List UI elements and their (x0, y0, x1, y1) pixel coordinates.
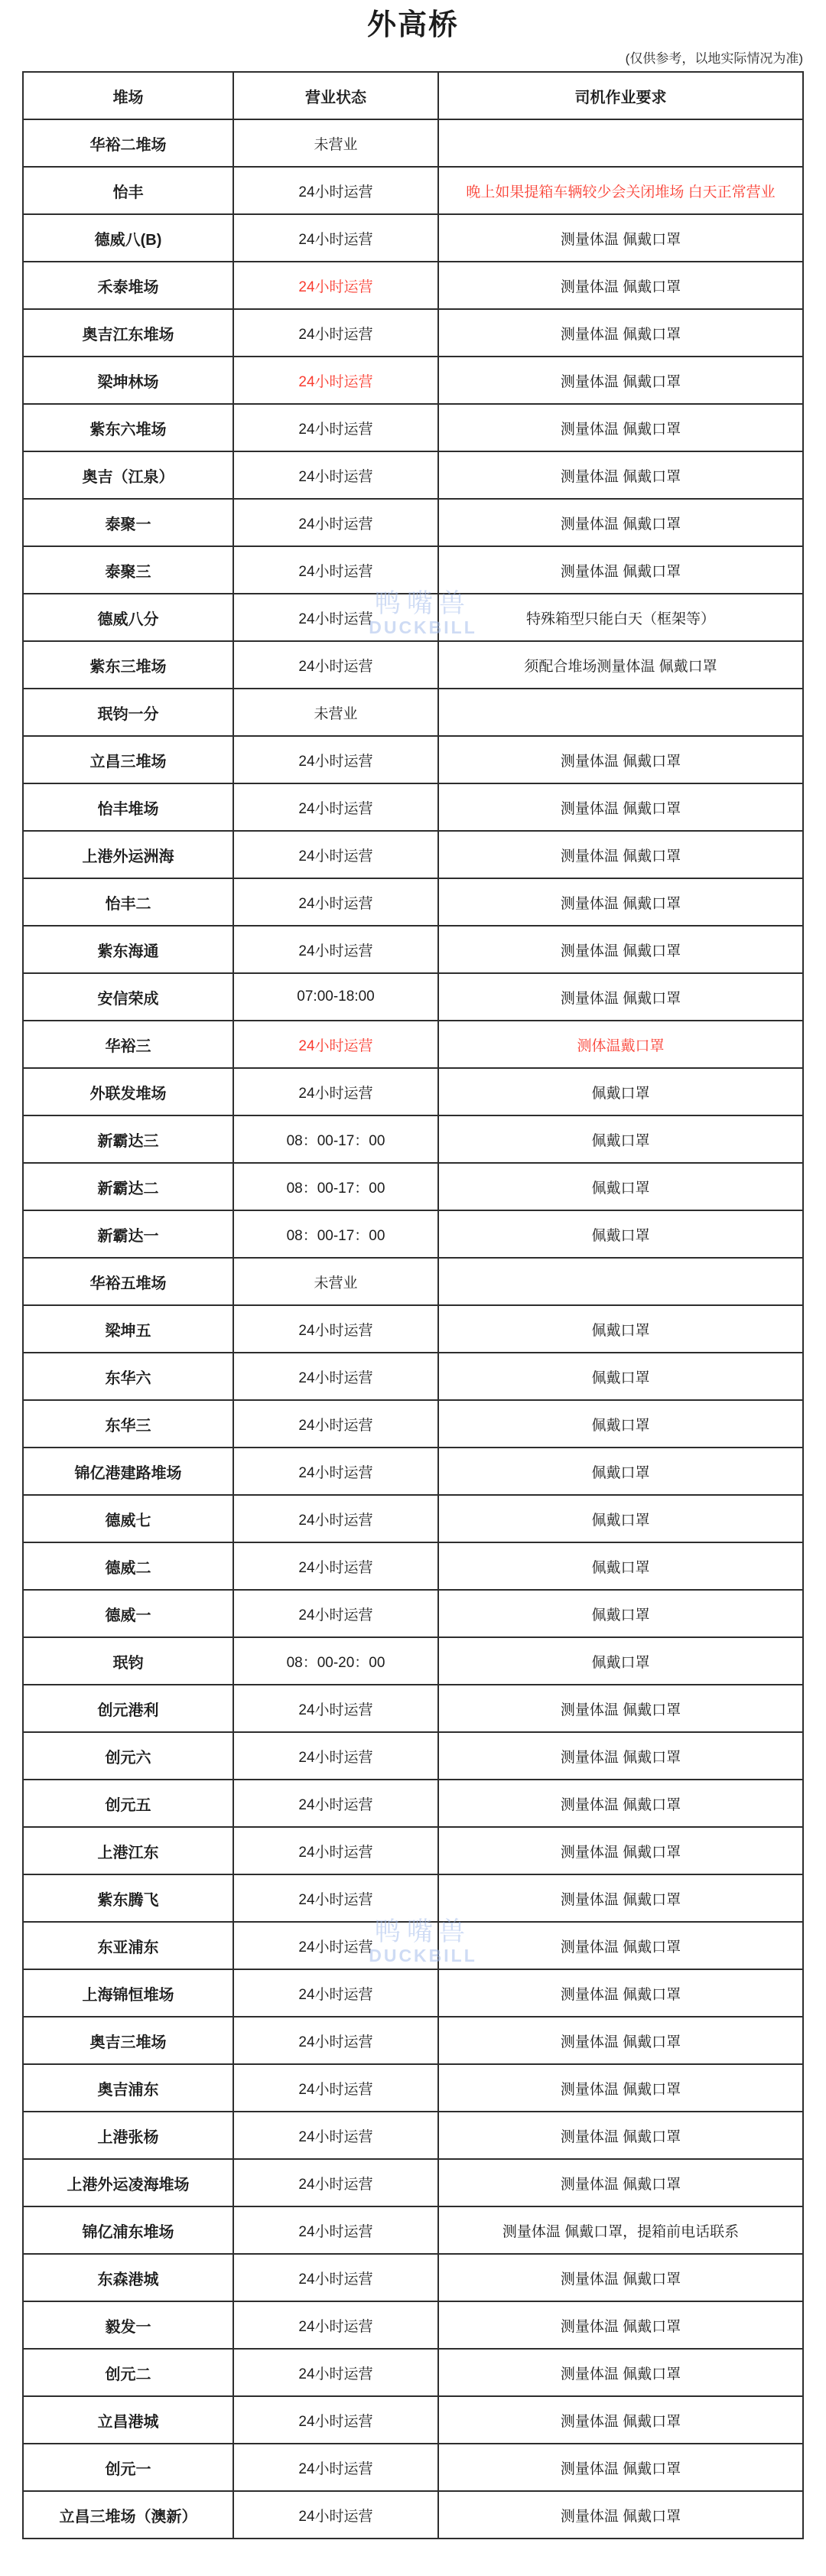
status-cell: 24小时运营 (233, 1495, 438, 1542)
requirement-cell (438, 119, 803, 167)
yard-name-cell: 紫东三堆场 (23, 641, 233, 689)
yard-name-cell: 德威一 (23, 1590, 233, 1637)
yard-name-cell: 创元二 (23, 2349, 233, 2396)
requirement-cell: 测量体温 佩戴口罩 (438, 404, 803, 451)
status-cell: 24小时运营 (233, 1448, 438, 1495)
requirement-cell: 佩戴口罩 (438, 1448, 803, 1495)
table-row (23, 1495, 803, 1542)
status-cell: 24小时运营 (233, 1068, 438, 1115)
table-row (23, 2444, 803, 2491)
yard-name-cell: 创元五 (23, 1780, 233, 1827)
watermark-en-text: DUCKBILL (369, 1945, 477, 1965)
table-row (23, 2017, 803, 2064)
yard-name-cell: 新霸达一 (23, 1210, 233, 1258)
requirement-cell: 测量体温 佩戴口罩 (438, 2444, 803, 2491)
status-cell: 未营业 (233, 689, 438, 736)
table-row (23, 1637, 803, 1685)
requirement-cell: 测量体温 佩戴口罩 (438, 2349, 803, 2396)
status-cell: 24小时运营 (233, 404, 438, 451)
yard-name-cell: 华裕二堆场 (23, 119, 233, 167)
status-cell: 24小时运营 (233, 2206, 438, 2254)
requirement-cell: 佩戴口罩 (438, 1068, 803, 1115)
requirement-cell: 晚上如果提箱车辆较少会关闭堆场 白天正常营业 (438, 167, 803, 214)
status-cell: 24小时运营 (233, 499, 438, 546)
requirement-cell: 测量体温 佩戴口罩 (438, 878, 803, 926)
yard-name-cell: 珉钧 (23, 1637, 233, 1685)
table-row (23, 736, 803, 783)
status-cell: 08：00-20：00 (233, 1637, 438, 1685)
requirement-cell: 测量体温 佩戴口罩 (438, 2112, 803, 2159)
status-cell: 07:00-18:00 (233, 973, 438, 1021)
yard-name-cell: 新霸达三 (23, 1115, 233, 1163)
table-row (23, 831, 803, 878)
table-row (23, 1353, 803, 1400)
table-row (23, 1163, 803, 1210)
table-row (23, 926, 803, 973)
status-cell: 24小时运营 (233, 2254, 438, 2301)
watermark-cn-text: 鸭嘴兽 (375, 1917, 471, 1946)
requirement-cell: 佩戴口罩 (438, 1637, 803, 1685)
requirement-cell: 测量体温 佩戴口罩 (438, 451, 803, 499)
yard-name-cell: 奥吉（江泉） (23, 451, 233, 499)
requirement-cell: 测量体温 佩戴口罩 (438, 1827, 803, 1874)
status-cell: 24小时运营 (233, 831, 438, 878)
yard-name-cell: 锦亿港建路堆场 (23, 1448, 233, 1495)
table-row (23, 594, 803, 641)
requirement-cell: 测量体温 佩戴口罩 (438, 1922, 803, 1969)
requirement-cell: 测量体温 佩戴口罩 (438, 2064, 803, 2112)
yard-name-cell: 泰聚一 (23, 499, 233, 546)
table-row (23, 1732, 803, 1780)
status-cell: 24小时运营 (233, 641, 438, 689)
status-cell: 24小时运营 (233, 309, 438, 357)
watermark-cn-text: 鸭嘴兽 (375, 589, 471, 618)
requirement-cell: 测量体温 佩戴口罩 (438, 2017, 803, 2064)
watermark-en-text: DUCKBILL (369, 617, 477, 637)
status-cell: 24小时运营 (233, 262, 438, 309)
status-cell: 24小时运营 (233, 1874, 438, 1922)
requirement-cell: 佩戴口罩 (438, 1210, 803, 1258)
table-row (23, 1115, 803, 1163)
status-cell: 24小时运营 (233, 2159, 438, 2206)
requirement-cell: 佩戴口罩 (438, 1542, 803, 1590)
requirement-cell: 佩戴口罩 (438, 1590, 803, 1637)
yard-name-cell: 立昌三堆场 (23, 736, 233, 783)
yard-name-cell: 德威八分 (23, 594, 233, 641)
table-row (23, 119, 803, 167)
yard-name-cell: 创元港利 (23, 1685, 233, 1732)
requirement-cell: 测量体温 佩戴口罩 (438, 499, 803, 546)
status-cell: 24小时运营 (233, 2112, 438, 2159)
yard-name-cell: 德威七 (23, 1495, 233, 1542)
table-row (23, 167, 803, 214)
requirement-cell: 测量体温 佩戴口罩 (438, 1685, 803, 1732)
yard-name-cell: 华裕三 (23, 1021, 233, 1068)
requirement-cell: 测量体温 佩戴口罩 (438, 783, 803, 831)
yard-name-cell: 外联发堆场 (23, 1068, 233, 1115)
yard-name-cell: 怡丰二 (23, 878, 233, 926)
table-row (23, 878, 803, 926)
yard-name-cell: 禾泰堆场 (23, 262, 233, 309)
requirement-cell: 测量体温 佩戴口罩 (438, 736, 803, 783)
table-row (23, 1258, 803, 1305)
status-cell: 24小时运营 (233, 783, 438, 831)
requirement-cell: 测量体温 佩戴口罩 (438, 214, 803, 262)
yard-name-cell: 东华六 (23, 1353, 233, 1400)
yard-name-cell: 上海锦恒堆场 (23, 1969, 233, 2017)
status-cell: 24小时运营 (233, 2017, 438, 2064)
yard-name-cell: 创元一 (23, 2444, 233, 2491)
status-cell: 24小时运营 (233, 451, 438, 499)
status-cell: 08：00-17：00 (233, 1115, 438, 1163)
table-row (23, 973, 803, 1021)
table-row (23, 1400, 803, 1448)
yard-name-cell: 紫东六堆场 (23, 404, 233, 451)
yard-name-cell: 怡丰 (23, 167, 233, 214)
table-row (23, 1922, 803, 1969)
requirement-cell: 测量体温 佩戴口罩 (438, 1874, 803, 1922)
table-row (23, 499, 803, 546)
requirement-cell (438, 689, 803, 736)
requirement-cell: 佩戴口罩 (438, 1353, 803, 1400)
table-row (23, 309, 803, 357)
status-cell: 24小时运营 (233, 357, 438, 404)
yard-name-cell: 上港张杨 (23, 2112, 233, 2159)
status-cell: 24小时运营 (233, 878, 438, 926)
requirement-cell: 测量体温 佩戴口罩 (438, 2254, 803, 2301)
yard-name-cell: 立昌三堆场（澳新） (23, 2491, 233, 2539)
table-row (23, 1210, 803, 1258)
yard-name-cell: 东森港城 (23, 2254, 233, 2301)
table-row (23, 1021, 803, 1068)
table-row (23, 1068, 803, 1115)
yard-name-cell: 东华三 (23, 1400, 233, 1448)
status-cell: 24小时运营 (233, 1969, 438, 2017)
table-row (23, 214, 803, 262)
requirement-cell: 测量体温 佩戴口罩 (438, 2301, 803, 2349)
status-cell: 24小时运营 (233, 736, 438, 783)
requirement-cell: 佩戴口罩 (438, 1163, 803, 1210)
status-cell: 24小时运营 (233, 1685, 438, 1732)
yard-name-cell: 怡丰堆场 (23, 783, 233, 831)
yard-name-cell: 安信荣成 (23, 973, 233, 1021)
table-row (23, 2112, 803, 2159)
yard-name-cell: 泰聚三 (23, 546, 233, 594)
requirement-cell: 测量体温 佩戴口罩 (438, 973, 803, 1021)
header-row (23, 72, 803, 119)
status-cell: 24小时运营 (233, 2301, 438, 2349)
requirement-cell: 测量体温 佩戴口罩 (438, 2396, 803, 2444)
requirement-cell: 佩戴口罩 (438, 1400, 803, 1448)
yard-name-cell: 东亚浦东 (23, 1922, 233, 1969)
header-status: 营业状态 (233, 72, 438, 119)
yard-name-cell: 珉钧一分 (23, 689, 233, 736)
table-row (23, 1874, 803, 1922)
status-cell: 24小时运营 (233, 546, 438, 594)
status-cell: 24小时运营 (233, 1021, 438, 1068)
yard-name-cell: 梁坤五 (23, 1305, 233, 1353)
yard-name-cell: 上港外运洲海 (23, 831, 233, 878)
table-row (23, 1827, 803, 1874)
table-header (23, 72, 803, 119)
table-row (23, 2396, 803, 2444)
requirement-cell: 测量体温 佩戴口罩 (438, 546, 803, 594)
table-row (23, 2491, 803, 2539)
table-row (23, 1305, 803, 1353)
table-row (23, 357, 803, 404)
requirement-cell: 测量体温 佩戴口罩 (438, 831, 803, 878)
table-row (23, 1685, 803, 1732)
table-row (23, 1780, 803, 1827)
table-row (23, 2301, 803, 2349)
status-cell: 24小时运营 (233, 1353, 438, 1400)
requirement-cell: 测量体温 佩戴口罩 (438, 1732, 803, 1780)
yard-name-cell: 创元六 (23, 1732, 233, 1780)
status-cell: 24小时运营 (233, 594, 438, 641)
table-row (23, 451, 803, 499)
yard-name-cell: 德威二 (23, 1542, 233, 1590)
requirement-cell: 佩戴口罩 (438, 1115, 803, 1163)
status-cell: 24小时运营 (233, 167, 438, 214)
yard-name-cell: 立昌港城 (23, 2396, 233, 2444)
yard-name-cell: 奥吉三堆场 (23, 2017, 233, 2064)
yard-name-cell: 奥吉浦东 (23, 2064, 233, 2112)
status-cell: 24小时运营 (233, 1590, 438, 1637)
requirement-cell: 测量体温 佩戴口罩 (438, 926, 803, 973)
requirement-cell: 特殊箱型只能白天（框架等） (438, 594, 803, 641)
status-cell: 24小时运营 (233, 2064, 438, 2112)
status-cell: 24小时运营 (233, 1922, 438, 1969)
table-row (23, 2254, 803, 2301)
yard-name-cell: 新霸达二 (23, 1163, 233, 1210)
table-row (23, 783, 803, 831)
table-row (23, 641, 803, 689)
yard-status-table (22, 71, 804, 2539)
requirement-cell: 测量体温 佩戴口罩 (438, 2491, 803, 2539)
yard-name-cell: 奥吉江东堆场 (23, 309, 233, 357)
page-title: 外高桥 (366, 9, 459, 41)
yard-name-cell: 紫东海通 (23, 926, 233, 973)
status-cell: 08：00-17：00 (233, 1210, 438, 1258)
requirement-cell: 测量体温 佩戴口罩 (438, 1780, 803, 1827)
header-requirement: 司机作业要求 (438, 72, 803, 119)
requirement-cell: 佩戴口罩 (438, 1495, 803, 1542)
table-row (23, 2206, 803, 2254)
table-row (23, 2349, 803, 2396)
status-cell: 24小时运营 (233, 1732, 438, 1780)
table-row (23, 1969, 803, 2017)
status-cell: 24小时运营 (233, 926, 438, 973)
status-cell: 未营业 (233, 119, 438, 167)
table-row (23, 1448, 803, 1495)
status-cell: 24小时运营 (233, 1400, 438, 1448)
status-cell: 24小时运营 (233, 2491, 438, 2539)
status-cell: 24小时运营 (233, 1780, 438, 1827)
yard-name-cell: 上港外运凌海堆场 (23, 2159, 233, 2206)
requirement-cell: 测体温戴口罩 (438, 1021, 803, 1068)
yard-name-cell: 梁坤林场 (23, 357, 233, 404)
status-cell: 未营业 (233, 1258, 438, 1305)
requirement-cell: 测量体温 佩戴口罩 (438, 357, 803, 404)
status-cell: 08：00-17：00 (233, 1163, 438, 1210)
yard-name-cell: 锦亿浦东堆场 (23, 2206, 233, 2254)
table-row (23, 404, 803, 451)
yard-name-cell: 毅发一 (23, 2301, 233, 2349)
status-cell: 24小时运营 (233, 2444, 438, 2491)
status-cell: 24小时运营 (233, 214, 438, 262)
table-row (23, 2159, 803, 2206)
requirement-cell: 测量体温 佩戴口罩，提箱前电话联系 (438, 2206, 803, 2254)
status-cell: 24小时运营 (233, 2349, 438, 2396)
yard-name-cell: 紫东腾飞 (23, 1874, 233, 1922)
requirement-cell: 测量体温 佩戴口罩 (438, 1969, 803, 2017)
requirement-cell: 测量体温 佩戴口罩 (438, 309, 803, 357)
table-row (23, 546, 803, 594)
requirement-cell: 测量体温 佩戴口罩 (438, 2159, 803, 2206)
header-yard: 堆场 (23, 72, 233, 119)
status-cell: 24小时运营 (233, 1542, 438, 1590)
yard-name-cell: 华裕五堆场 (23, 1258, 233, 1305)
table-row (23, 1590, 803, 1637)
yard-table-body (23, 119, 803, 2539)
yard-name-cell: 德威八(B) (23, 214, 233, 262)
requirement-cell: 测量体温 佩戴口罩 (438, 262, 803, 309)
status-cell: 24小时运营 (233, 2396, 438, 2444)
requirement-cell (438, 1258, 803, 1305)
status-cell: 24小时运营 (233, 1827, 438, 1874)
status-cell: 24小时运营 (233, 1305, 438, 1353)
table-row (23, 689, 803, 736)
table-row (23, 2064, 803, 2112)
requirement-cell: 须配合堆场测量体温 佩戴口罩 (438, 641, 803, 689)
disclaimer-note: (仅供参考，以地实际情况为准) (625, 51, 803, 66)
table-row (23, 262, 803, 309)
yard-name-cell: 上港江东 (23, 1827, 233, 1874)
requirement-cell: 佩戴口罩 (438, 1305, 803, 1353)
table-row (23, 1542, 803, 1590)
